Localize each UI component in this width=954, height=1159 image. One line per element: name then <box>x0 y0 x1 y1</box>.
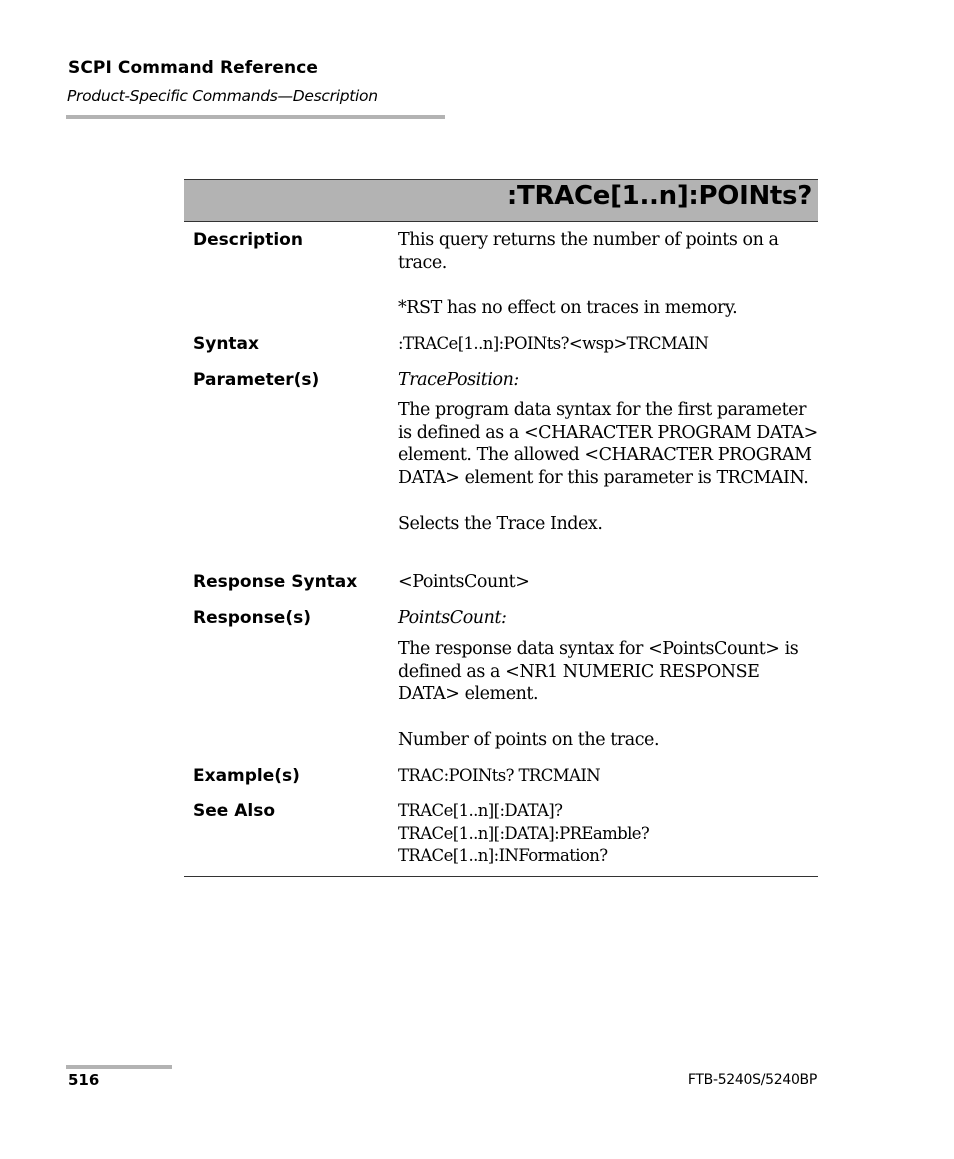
responses-label: Response(s) <box>193 608 311 628</box>
footer-rule <box>66 1065 172 1069</box>
see-also-label: See Also <box>193 801 276 821</box>
parameters-value <box>398 399 818 535</box>
command-title: :TRACe[1..n]:POINts? <box>506 181 812 211</box>
parameters-label: Parameter(s) <box>193 370 320 390</box>
see-also-list <box>398 800 818 868</box>
see-also-item: TRACe[1..n][:DATA]:PREamble? <box>398 823 650 843</box>
page-number: 516 <box>68 1071 100 1089</box>
response-name: PointsCount: <box>398 608 507 628</box>
syntax-value: :TRACe[1..n]:POINts?<wsp>TRCMAIN <box>398 334 709 353</box>
response-syntax-label: Response Syntax <box>193 572 358 592</box>
header-rule <box>66 115 445 119</box>
description-label: Description <box>193 230 303 250</box>
response-syntax-value: <PointsCount> <box>398 572 530 592</box>
parameter-note: Selects the Trace Index. <box>398 513 603 534</box>
command-title-bar <box>184 179 818 222</box>
parameter-description: The program data syntax for the first parameter is defined as a <CHARACTER PROGRAM DATA> element. The allowed <CHARACTER PROGRAM DATA> element for this parameter is TRCMAIN. <box>398 400 818 489</box>
description-note: *RST has no effect on traces in memory. <box>398 298 738 319</box>
product-name: FTB-5240S/5240BP <box>687 1072 817 1088</box>
examples-label: Example(s) <box>193 766 300 786</box>
section-title: SCPI Command Reference <box>68 58 319 78</box>
syntax-label: Syntax <box>193 334 259 354</box>
see-also-item: TRACe[1..n][:DATA]? <box>398 801 563 820</box>
see-also-item: TRACe[1..n]:INFormation? <box>398 846 608 866</box>
parameter-name: TracePosition: <box>398 370 519 390</box>
section-subtitle: Product-Specific Commands—Description <box>67 87 378 105</box>
examples-value: TRAC:POINts? TRCMAIN <box>398 766 601 785</box>
response-note: Number of points on the trace. <box>398 729 660 750</box>
description-text: This query returns the number of points on a trace. <box>398 230 779 273</box>
responses-value <box>398 638 818 752</box>
table-bottom-rule <box>184 876 818 877</box>
response-description: The response data syntax for <PointsCount> is defined as a <NR1 NUMERIC RESPONSE DATA> element. <box>398 639 799 705</box>
description-value <box>398 229 818 320</box>
